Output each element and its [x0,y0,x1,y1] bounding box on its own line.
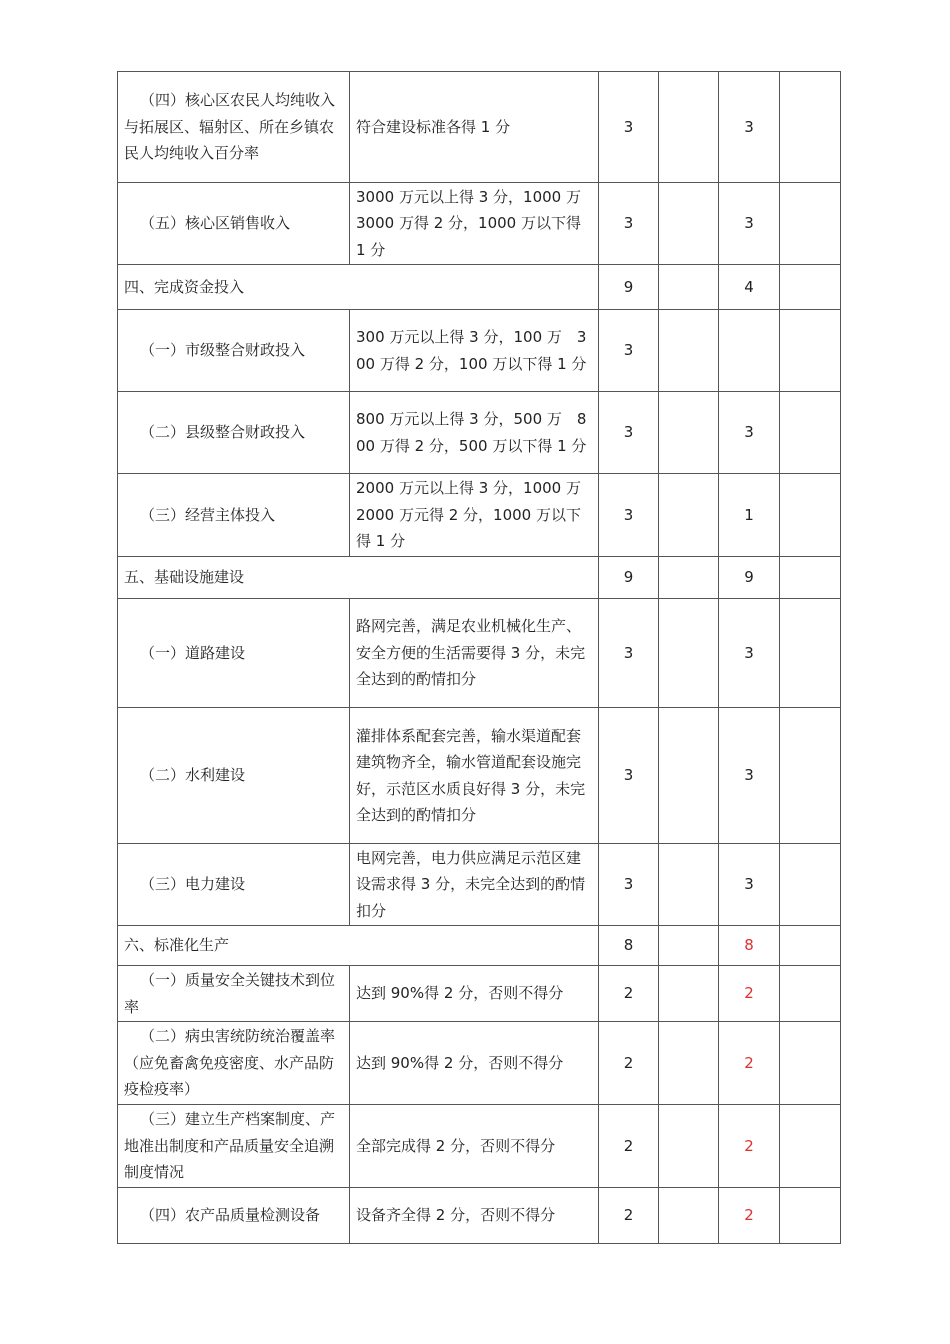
column-6-cell [780,708,841,844]
item-row [118,599,841,708]
score-cell: 3 [719,599,780,708]
column-4-cell [659,844,719,926]
category-name-cell: 五、基础设施建设 [118,557,599,599]
column-4-cell [659,926,719,966]
column-6-cell [780,474,841,557]
score-cell: 4 [719,265,780,310]
column-6-cell [780,599,841,708]
score-cell: 9 [719,557,780,599]
criteria-cell: 2000 万元以上得 3 分，1000 万 2000 万元得 2 分，1000 万以下得 1 分 [350,474,599,557]
max-points-cell: 2 [599,1188,659,1244]
max-points-cell: 3 [599,844,659,926]
score-cell: 3 [719,392,780,474]
column-6-cell [780,392,841,474]
score-cell: 2 [719,1022,780,1105]
criteria-cell: 800 万元以上得 3 分，500 万 800 万得 2 分，500 万以下得 1 分 [350,392,599,474]
item-name-cell: （五）核心区销售收入 [118,183,350,265]
max-points-cell: 3 [599,310,659,392]
column-6-cell [780,1188,841,1244]
item-name-cell: （一）道路建设 [118,599,350,708]
column-6-cell [780,265,841,310]
column-4-cell [659,966,719,1022]
column-4-cell [659,557,719,599]
max-points-cell: 3 [599,183,659,265]
item-name-cell: （三）经营主体投入 [118,474,350,557]
column-4-cell [659,708,719,844]
category-row [118,926,841,966]
max-points-cell: 9 [599,557,659,599]
item-row [118,1188,841,1244]
criteria-cell: 达到 90%得 2 分，否则不得分 [350,1022,599,1105]
max-points-cell: 3 [599,708,659,844]
column-4-cell [659,183,719,265]
scoring-table [117,71,841,1244]
criteria-cell: 达到 90%得 2 分，否则不得分 [350,966,599,1022]
column-6-cell [780,557,841,599]
score-cell: 3 [719,183,780,265]
item-name-cell: （四）核心区农民人均纯收入与拓展区、辐射区、所在乡镇农民人均纯收入百分率 [118,72,350,183]
item-row [118,844,841,926]
item-name-cell: （三）电力建设 [118,844,350,926]
score-cell: 1 [719,474,780,557]
item-row [118,1105,841,1188]
max-points-cell: 3 [599,599,659,708]
item-row [118,310,841,392]
item-name-cell: （二）水利建设 [118,708,350,844]
max-points-cell: 3 [599,474,659,557]
column-4-cell [659,72,719,183]
column-6-cell [780,72,841,183]
criteria-cell: 全部完成得 2 分，否则不得分 [350,1105,599,1188]
max-points-cell: 3 [599,392,659,474]
item-row [118,72,841,183]
max-points-cell: 3 [599,72,659,183]
score-cell: 3 [719,72,780,183]
column-6-cell [780,310,841,392]
column-4-cell [659,310,719,392]
score-cell: 3 [719,844,780,926]
item-name-cell: （一）质量安全关键技术到位率 [118,966,350,1022]
score-cell: 2 [719,1105,780,1188]
score-cell: 2 [719,966,780,1022]
item-row [118,708,841,844]
column-6-cell [780,183,841,265]
criteria-cell: 灌排体系配套完善，输水渠道配套建筑物齐全，输水管道配套设施完好，示范区水质良好得 3 分，未完全达到的酌情扣分 [350,708,599,844]
score-cell: 3 [719,708,780,844]
item-row [118,1022,841,1105]
column-4-cell [659,1022,719,1105]
item-name-cell: （四）农产品质量检测设备 [118,1188,350,1244]
criteria-cell: 300 万元以上得 3 分，100 万 300 万得 2 分，100 万以下得 1 分 [350,310,599,392]
criteria-cell: 路网完善，满足农业机械化生产、安全方便的生活需要得 3 分，未完全达到的酌情扣分 [350,599,599,708]
item-name-cell: （三）建立生产档案制度、产地准出制度和产品质量安全追溯制度情况 [118,1105,350,1188]
column-4-cell [659,1105,719,1188]
max-points-cell: 8 [599,926,659,966]
column-6-cell [780,844,841,926]
column-4-cell [659,599,719,708]
item-row [118,392,841,474]
max-points-cell: 2 [599,1105,659,1188]
column-4-cell [659,392,719,474]
category-name-cell: 四、完成资金投入 [118,265,599,310]
criteria-cell: 符合建设标准各得 1 分 [350,72,599,183]
scoring-table-body [118,72,841,1244]
column-6-cell [780,966,841,1022]
column-4-cell [659,1188,719,1244]
max-points-cell: 2 [599,1022,659,1105]
item-row [118,183,841,265]
column-6-cell [780,1022,841,1105]
item-name-cell: （二）县级整合财政投入 [118,392,350,474]
item-row [118,966,841,1022]
score-cell: 8 [719,926,780,966]
category-row [118,265,841,310]
max-points-cell: 2 [599,966,659,1022]
item-name-cell: （一）市级整合财政投入 [118,310,350,392]
max-points-cell: 9 [599,265,659,310]
item-row [118,474,841,557]
score-cell: 2 [719,1188,780,1244]
column-6-cell [780,1105,841,1188]
column-4-cell [659,265,719,310]
item-name-cell: （二）病虫害统防统治覆盖率（应免畜禽免疫密度、水产品防疫检疫率） [118,1022,350,1105]
category-row [118,557,841,599]
criteria-cell: 电网完善，电力供应满足示范区建设需求得 3 分，未完全达到的酌情扣分 [350,844,599,926]
score-cell [719,310,780,392]
column-6-cell [780,926,841,966]
category-name-cell: 六、标准化生产 [118,926,599,966]
criteria-cell: 设备齐全得 2 分，否则不得分 [350,1188,599,1244]
column-4-cell [659,474,719,557]
criteria-cell: 3000 万元以上得 3 分，1000 万 3000 万得 2 分，1000 万以下得 1 分 [350,183,599,265]
